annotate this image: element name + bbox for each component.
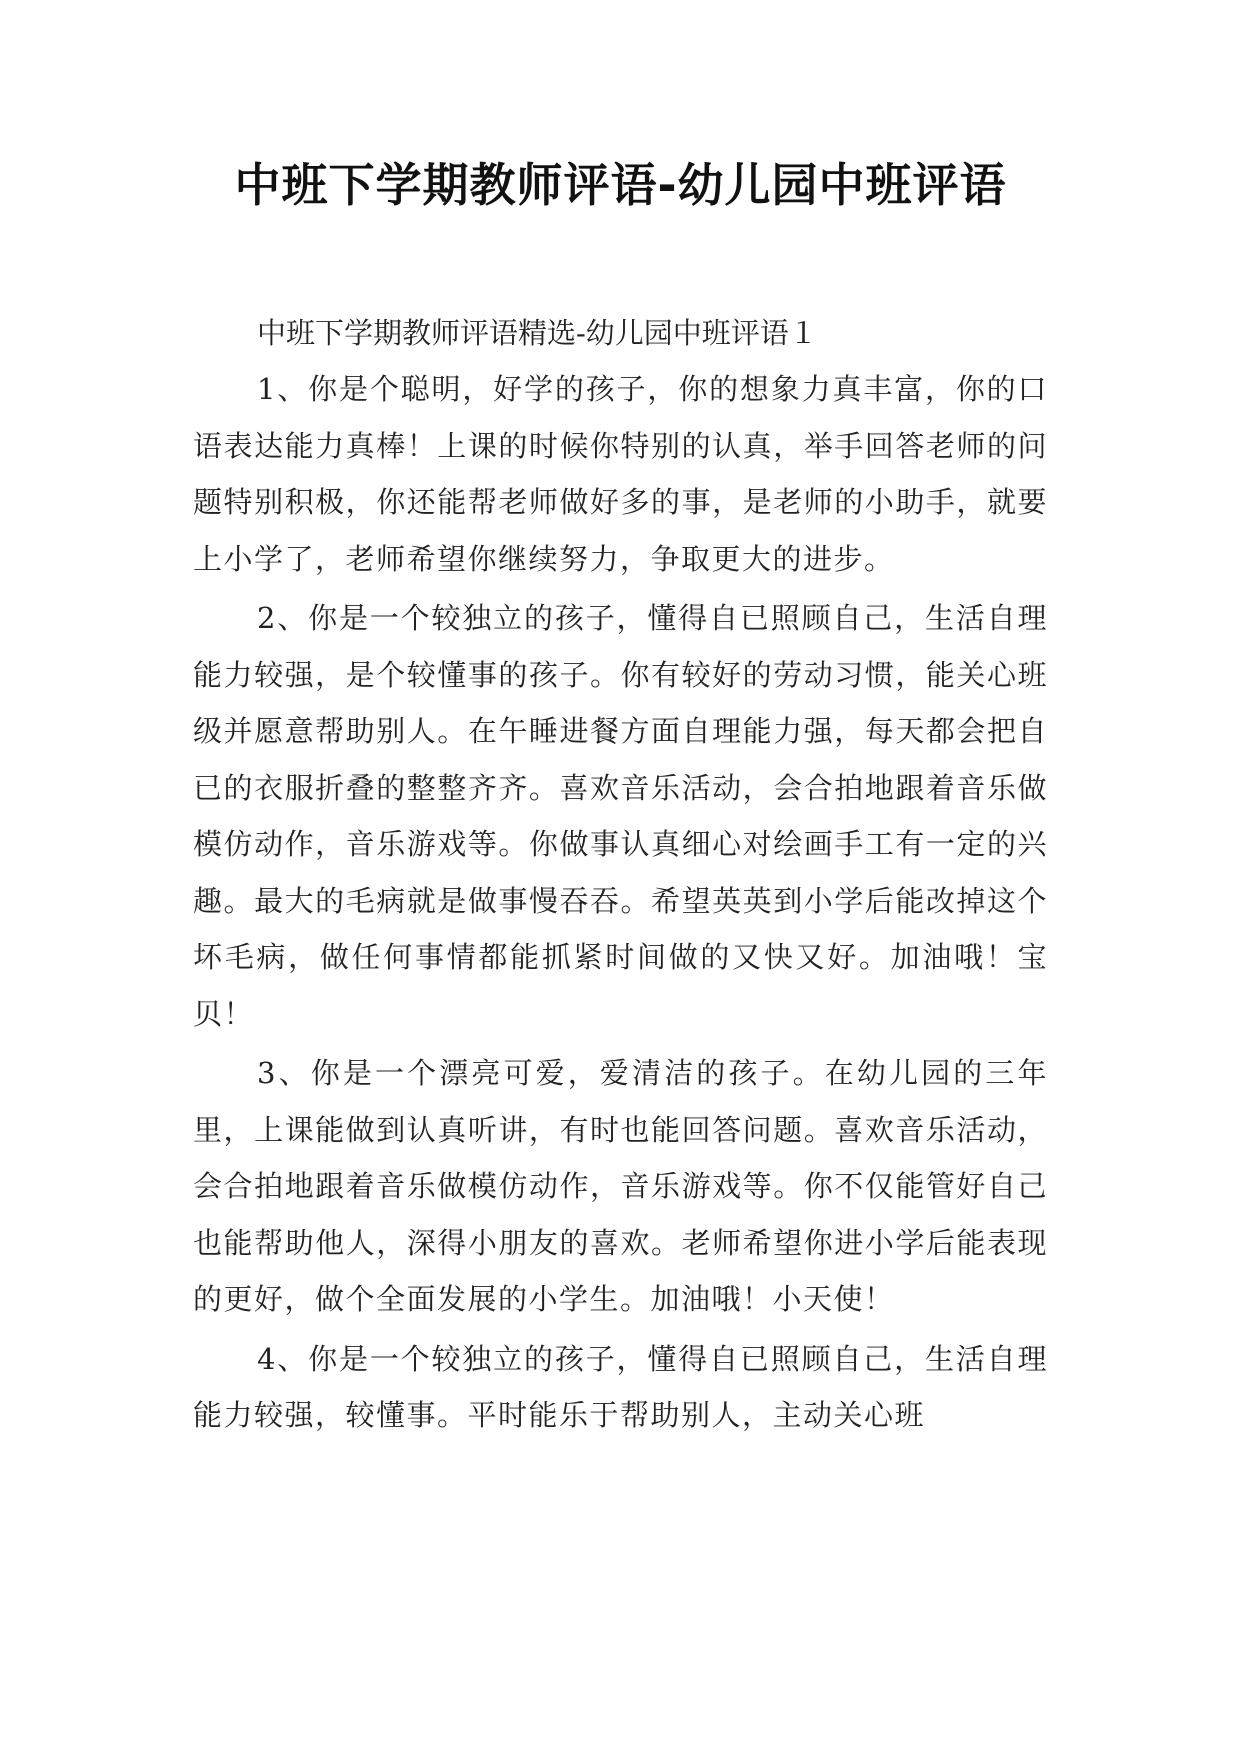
document-subtitle: 中班下学期教师评语精选-幼儿园中班评语１ bbox=[257, 316, 818, 350]
paragraph-1: 1、你是个聪明，好学的孩子，你的想象力真丰富，你的口语表达能力真棒！上课的时候你特别的认真，举手回答老师的问题特别积极，你还能帮老师做好多的事，是老师的小助手，就要上小学了，老师希望你继续努力，争取更大的进步。 bbox=[193, 372, 1048, 576]
paragraph-4: 4、你是一个较独立的孩子，懂得自已照顾自己，生活自理能力较强，较懂事。平时能乐于帮助别人，主动关心班 bbox=[193, 1341, 1048, 1432]
document-title: 中班下学期教师评语-幼儿园中班评语 bbox=[234, 158, 1007, 212]
paragraph-2: 2、你是一个较独立的孩子，懂得自已照顾自己，生活自理能力较强，是个较懂事的孩子。你有较好的劳动习惯，能关心班级并愿意帮助别人。在午睡进餐方面自理能力强，每天都会把自已的衣服折叠的整整齐齐。喜欢音乐活动，会合拍地跟着音乐做模仿动作，音乐游戏等。你做事认真细心对绘画手工有一定的兴趣。最大的毛病就是做事慢吞吞。希望英英到小学后能改掉这个坏毛病，做任何事情都能抓紧时间做的又快又好。加油哦！宝贝！ bbox=[193, 601, 1048, 1031]
paragraph-3: 3、你是一个漂亮可爱，爱清洁的孩子。在幼儿园的三年里，上课能做到认真听讲，有时也能回答问题。喜欢音乐活动，会合拍地跟着音乐做模仿动作，音乐游戏等。你不仅能管好自己也能帮助他人，深得小朋友的喜欢。老师希望你进小学后能表现的更好，做个全面发展的小学生。加油哦！小天使！ bbox=[193, 1056, 1048, 1316]
